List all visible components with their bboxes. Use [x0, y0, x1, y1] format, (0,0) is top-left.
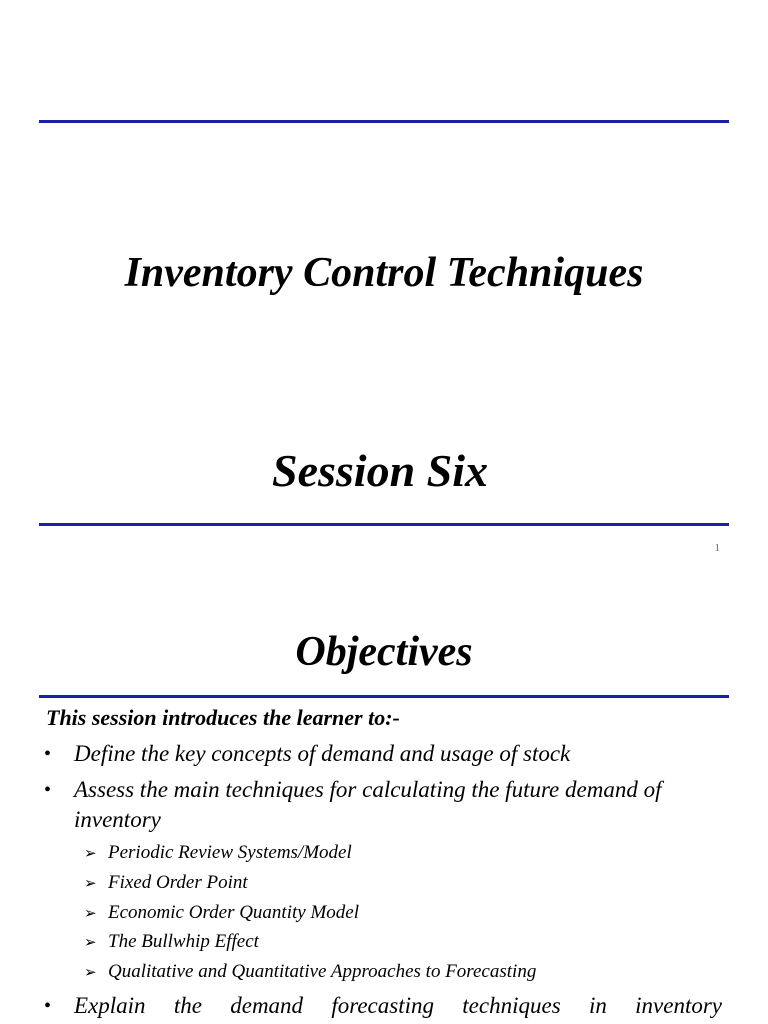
sub-item-text: Economic Order Quantity Model [108, 901, 359, 923]
sub-item-text: Fixed Order Point [108, 871, 248, 893]
sub-list-item [84, 927, 536, 957]
sub-list-item [84, 868, 536, 898]
bullet-dot-icon: • [44, 743, 52, 765]
slide-1-top-rule [39, 120, 729, 123]
objectives-intro: This session introduces the learner to:- [46, 705, 400, 730]
slide-1-bottom-rule [39, 523, 729, 526]
slide-2-title: Objectives [295, 629, 473, 675]
sub-list-item [84, 957, 536, 987]
objective-text: Explain the demand forecasting techniques in inventory [74, 993, 722, 1018]
arrow-bullet-icon: ➢ [84, 846, 97, 862]
objective-bullet-3 [44, 991, 722, 1021]
slide-1-title: Inventory Control Techniques [124, 250, 644, 296]
slide-1-subtitle: Session Six [271, 445, 489, 496]
arrow-bullet-icon: ➢ [84, 875, 97, 892]
sub-item-text: The Bullwhip Effect [108, 931, 259, 953]
objective-bullet-2 [44, 775, 722, 835]
bullet-dot-icon: • [44, 779, 52, 801]
technique-sub-list [84, 838, 536, 987]
sub-list-item [84, 838, 536, 868]
bullet-dot-icon: • [44, 995, 52, 1017]
sub-list-item [84, 898, 536, 928]
arrow-bullet-icon: ➢ [84, 905, 97, 922]
page-number: 1 [714, 542, 720, 554]
objective-text: Define the key concepts of demand and usage of stock [74, 741, 571, 766]
sub-item-text: Periodic Review Systems/Model [108, 842, 352, 863]
arrow-bullet-icon: ➢ [84, 965, 97, 982]
arrow-bullet-icon: ➢ [84, 935, 97, 952]
objective-bullet-1 [44, 739, 722, 769]
sub-item-text: Qualitative and Quantitative Approaches to Forecasting [108, 961, 537, 983]
objective-text: Assess the main techniques for calculating the future demand of inventory [74, 777, 662, 832]
slide-2-title-rule [39, 695, 729, 698]
